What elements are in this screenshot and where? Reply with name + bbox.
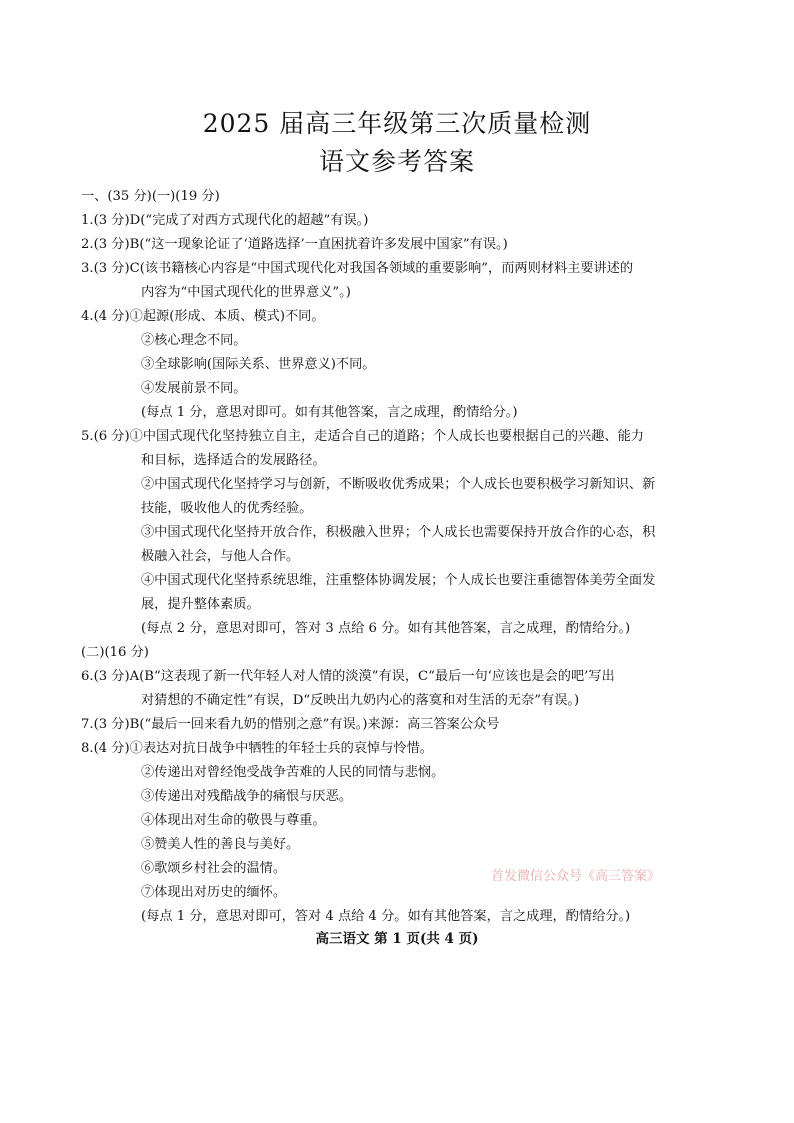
- answer-line: 8.(4 分)①表达对抗日战争中牺牲的年轻士兵的哀悼与怜惜。: [81, 741, 433, 756]
- answer-line: 7.(3 分)B(“最后一回来看九奶的惜别之意”有误。)来源：高三答案公众号: [81, 717, 500, 732]
- answer-line: ④体现出对生命的敬畏与尊重。: [141, 813, 326, 828]
- answer-line: 和目标，选择适合的发展路径。: [141, 453, 326, 468]
- answer-line: 技能，吸收他人的优秀经验。: [141, 501, 313, 516]
- section-heading: 一、(35 分)(一)(19 分): [81, 189, 220, 204]
- scoring-note: (每点 1 分，意思对即可，答对 4 点给 4 分。如有其他答案，言之成理，酌情给分。): [141, 909, 631, 924]
- answer-line: ②核心理念不同。: [141, 333, 247, 348]
- page-subtitle: 语文参考答案: [318, 147, 475, 176]
- answer-line: ⑤赞美人性的善良与美好。: [141, 837, 300, 852]
- answer-line: ②传递出对曾经饱受战争苦难的人民的同情与悲悯。: [141, 765, 445, 780]
- scoring-note: (每点 1 分，意思对即可。如有其他答案，言之成理，酌情给分。): [141, 405, 518, 420]
- answer-line: 对猜想的不确定性”有误，D“反映出九奶内心的落寞和对生活的无奈”有误。): [141, 693, 580, 708]
- section-heading: (二)(16 分): [81, 645, 149, 660]
- page-footer: 高三语文 第 1 页(共 4 页): [315, 931, 479, 947]
- answer-line: ③传递出对残酷战争的痛恨与厌恶。: [141, 789, 352, 804]
- answer-line: 5.(6 分)①中国式现代化坚持独立自主，走适合自己的道路；个人成长也要根据自己的兴趣、能力: [81, 429, 644, 444]
- answer-line: 1.(3 分)D(“完成了对西方式现代化的超越”有误。): [81, 213, 369, 228]
- answer-line: 2.(3 分)B(“这一现象论证了‘道路选择’一直困扰着许多发展中国家”有误。): [81, 237, 508, 252]
- answer-line: ④中国式现代化坚持系统思维，注重整体协调发展；个人成长也要注重德智体美劳全面发: [141, 573, 656, 588]
- answer-line: 4.(4 分)①起源(形成、本质、模式)不同。: [81, 309, 325, 324]
- watermark: 首发微信公众号《高三答案》: [491, 869, 661, 884]
- answer-line: ④发展前景不同。: [141, 381, 247, 396]
- answer-line: 内容为“中国式现代化的世界意义”。): [141, 285, 351, 300]
- answer-line: ③全球影响(国际关系、世界意义)不同。: [141, 357, 376, 372]
- answer-line: ②中国式现代化坚持学习与创新，不断吸收优秀成果；个人成长也要积极学习新知识、新: [141, 477, 656, 492]
- answer-line: ⑦体现出对历史的缅怀。: [141, 885, 287, 900]
- answer-line: ⑥歌颂乡村社会的温情。: [141, 861, 287, 876]
- answer-line: 极融入社会，与他人合作。: [141, 549, 300, 564]
- answer-line: 3.(3 分)C(该书籍核心内容是“中国式现代化对我国各领域的重要影响”，而两则材料主要讲述的: [81, 261, 634, 276]
- answer-line: 6.(3 分)A(B“这表现了新一代年轻人对人情的淡漠”有误，C“最后一句‘应该也是会的吧’写出: [81, 669, 615, 684]
- page-title: 2025 届高三年级第三次质量检测: [202, 109, 592, 138]
- answer-line: 展，提升整体素质。: [141, 597, 260, 612]
- answer-line: ③中国式现代化坚持开放合作，积极融入世界；个人成长也需要保持开放合作的心态，积: [141, 525, 656, 540]
- scoring-note: (每点 2 分，意思对即可，答对 3 点给 6 分。如有其他答案，言之成理，酌情给分。): [141, 621, 631, 636]
